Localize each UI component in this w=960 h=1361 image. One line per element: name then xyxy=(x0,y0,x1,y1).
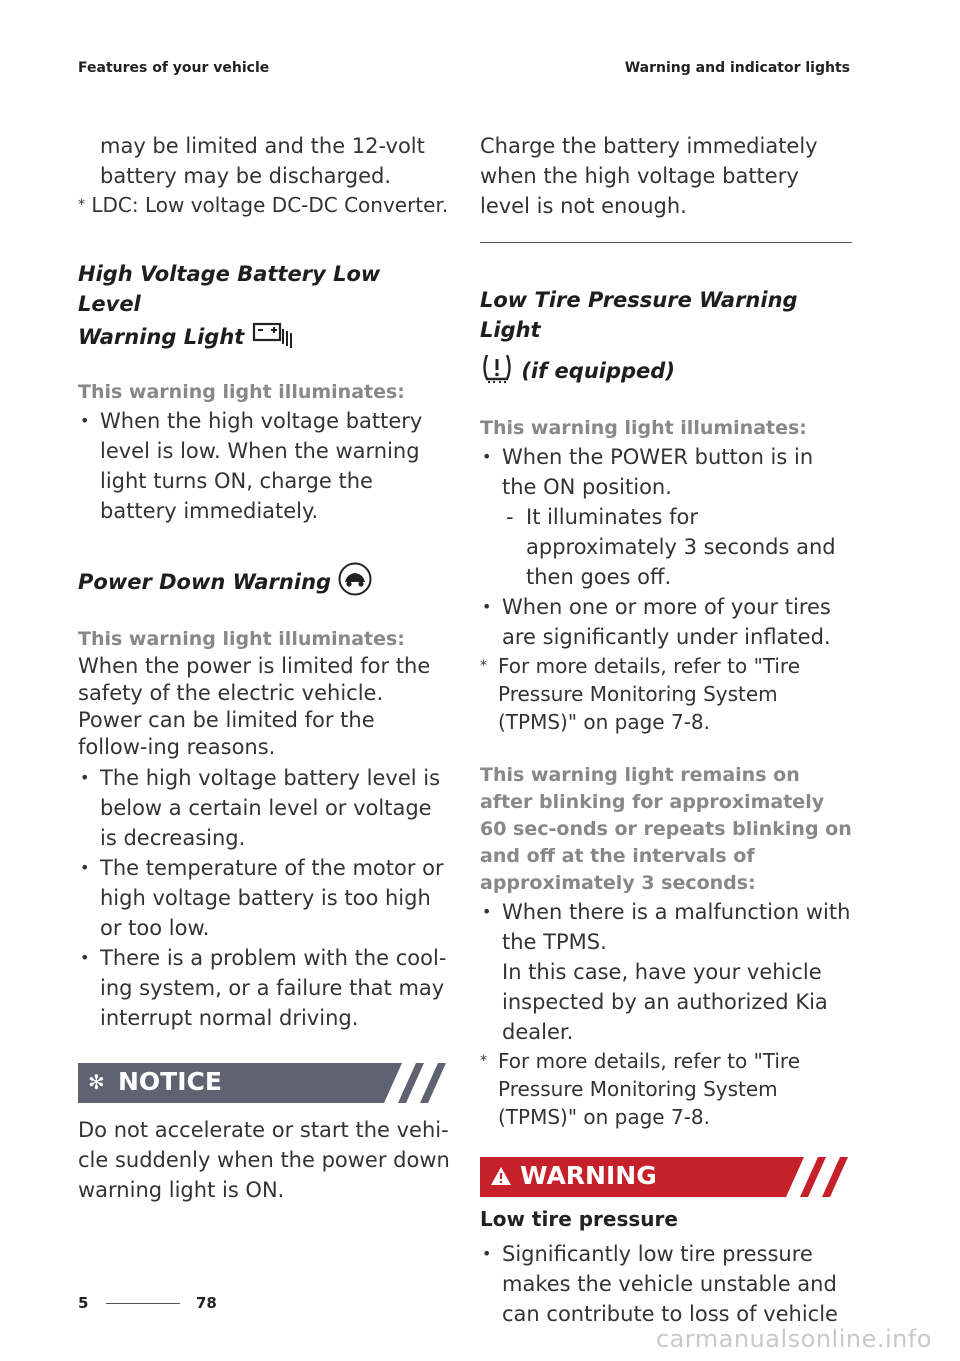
hv-battery-subheading: This warning light illuminates: xyxy=(78,381,405,403)
chapter-number: 5 xyxy=(78,1294,89,1312)
notice-label: NOTICE xyxy=(118,1067,222,1096)
power-down-bullet-3: • There is a problem with the cool-ing system, or a failure that may interrupt normal driving. xyxy=(78,943,450,1033)
tire-pressure-note-2-text: For more details, refer to "Tire Pressure Monitoring System (TPMS)" on page 7-8. xyxy=(498,1049,801,1129)
warning-bullet: • Significantly low tire pressure makes the vehicle unstable and can contribute to loss of vehicle xyxy=(480,1239,852,1329)
tire-pressure-note-2: * For more details, refer to "Tire Pressure Monitoring System (TPMS)" on page 7-8. xyxy=(480,1049,801,1129)
tire-pressure-bullet-3-text: When there is a malfunction with the TPMS. xyxy=(502,900,851,954)
warning-heading: Low tire pressure xyxy=(480,1207,678,1231)
intro-line-2: battery may be discharged. xyxy=(100,164,392,188)
warning-slash-decoration xyxy=(786,1157,852,1197)
hv-battery-icon xyxy=(252,319,298,357)
notice-slash-decoration xyxy=(384,1063,450,1103)
watermark: carmanualsonline.info xyxy=(655,1325,932,1353)
tire-pressure-title: Low Tire Pressure Warning Light xyxy=(480,288,798,342)
tire-pressure-icon xyxy=(480,351,514,393)
tire-pressure-title-2 xyxy=(480,351,852,393)
tire-pressure-subheading: This warning light illuminates: xyxy=(480,417,807,439)
header-section-title: Features of your vehicle xyxy=(78,60,270,76)
ldc-footnote: * LDC: Low voltage DC-DC Converter. xyxy=(78,193,449,217)
power-down-text: When the power is limited for the safety of the electric vehicle. Power can be limited for the follow-ing reasons. xyxy=(78,654,431,759)
power-down-title-text: Power Down Warning xyxy=(78,570,332,594)
right-column xyxy=(480,128,852,1329)
warning-label: WARNING xyxy=(520,1161,657,1190)
hv-battery-title-line-1: High Voltage Battery Low Level xyxy=(78,262,381,316)
tire-pressure-subheading-2: This warning light remains on after blinking for approximately 60 sec-onds or repeats blinking on and off at the intervals of approximately 3 seconds: xyxy=(480,764,852,894)
hv-battery-bullet: • When the high voltage battery level is low. When the warning light turns ON, charge the battery immediately. xyxy=(78,406,450,526)
tire-pressure-bullet-1: • When the POWER button is in the ON position. xyxy=(480,442,852,502)
tire-pressure-bullet-3 xyxy=(480,897,852,1047)
tire-pressure-bullet-2: • When one or more of your tires are significantly under inflated. xyxy=(480,592,852,652)
tire-pressure-note-1: * For more details, refer to "Tire Pressure Monitoring System (TPMS)" on page 7-8. xyxy=(480,654,801,734)
left-column xyxy=(78,128,450,1205)
notice-banner xyxy=(78,1063,450,1103)
tire-pressure-note-1-text: For more details, refer to "Tire Pressure Monitoring System (TPMS)" on page 7-8. xyxy=(498,654,801,734)
tire-pressure-title-text: (if equipped) xyxy=(521,359,675,383)
power-down-bullet-2: • The temperature of the motor or high voltage battery is too high or too low. xyxy=(78,853,450,943)
power-down-subheading: This warning light illuminates: xyxy=(78,628,405,650)
charge-text: Charge the battery immediately when the high voltage battery level is not enough. xyxy=(480,134,818,218)
power-down-icon xyxy=(338,562,372,604)
notice-text: Do not accelerate or start the vehi-cle suddenly when the power down warning light is ON. xyxy=(78,1118,450,1202)
warning-banner xyxy=(480,1157,852,1197)
warning-triangle-icon xyxy=(490,1166,512,1190)
footer-rule xyxy=(106,1303,180,1304)
hv-battery-title-text: Warning Light xyxy=(78,325,245,349)
tire-pressure-bullet-3-cont: In this case, have your vehicle inspected by an authorized Kia dealer. xyxy=(502,960,828,1044)
hv-battery-title-line-2 xyxy=(78,319,450,357)
header-chapter-title: Warning and indicator lights xyxy=(624,60,850,76)
page-number: 78 xyxy=(196,1294,217,1312)
power-down-title xyxy=(78,562,450,604)
intro-line-1: may be limited and the 12-volt xyxy=(100,134,425,158)
power-down-bullet-1: • The high voltage battery level is below a certain level or voltage is decreasing. xyxy=(78,763,450,853)
tire-pressure-dash: - It illuminates for approximately 3 seconds and then goes off. xyxy=(480,502,852,592)
notice-star-icon: ✻ xyxy=(88,1070,105,1094)
ldc-footnote-text: LDC: Low voltage DC-DC Converter. xyxy=(91,193,449,217)
